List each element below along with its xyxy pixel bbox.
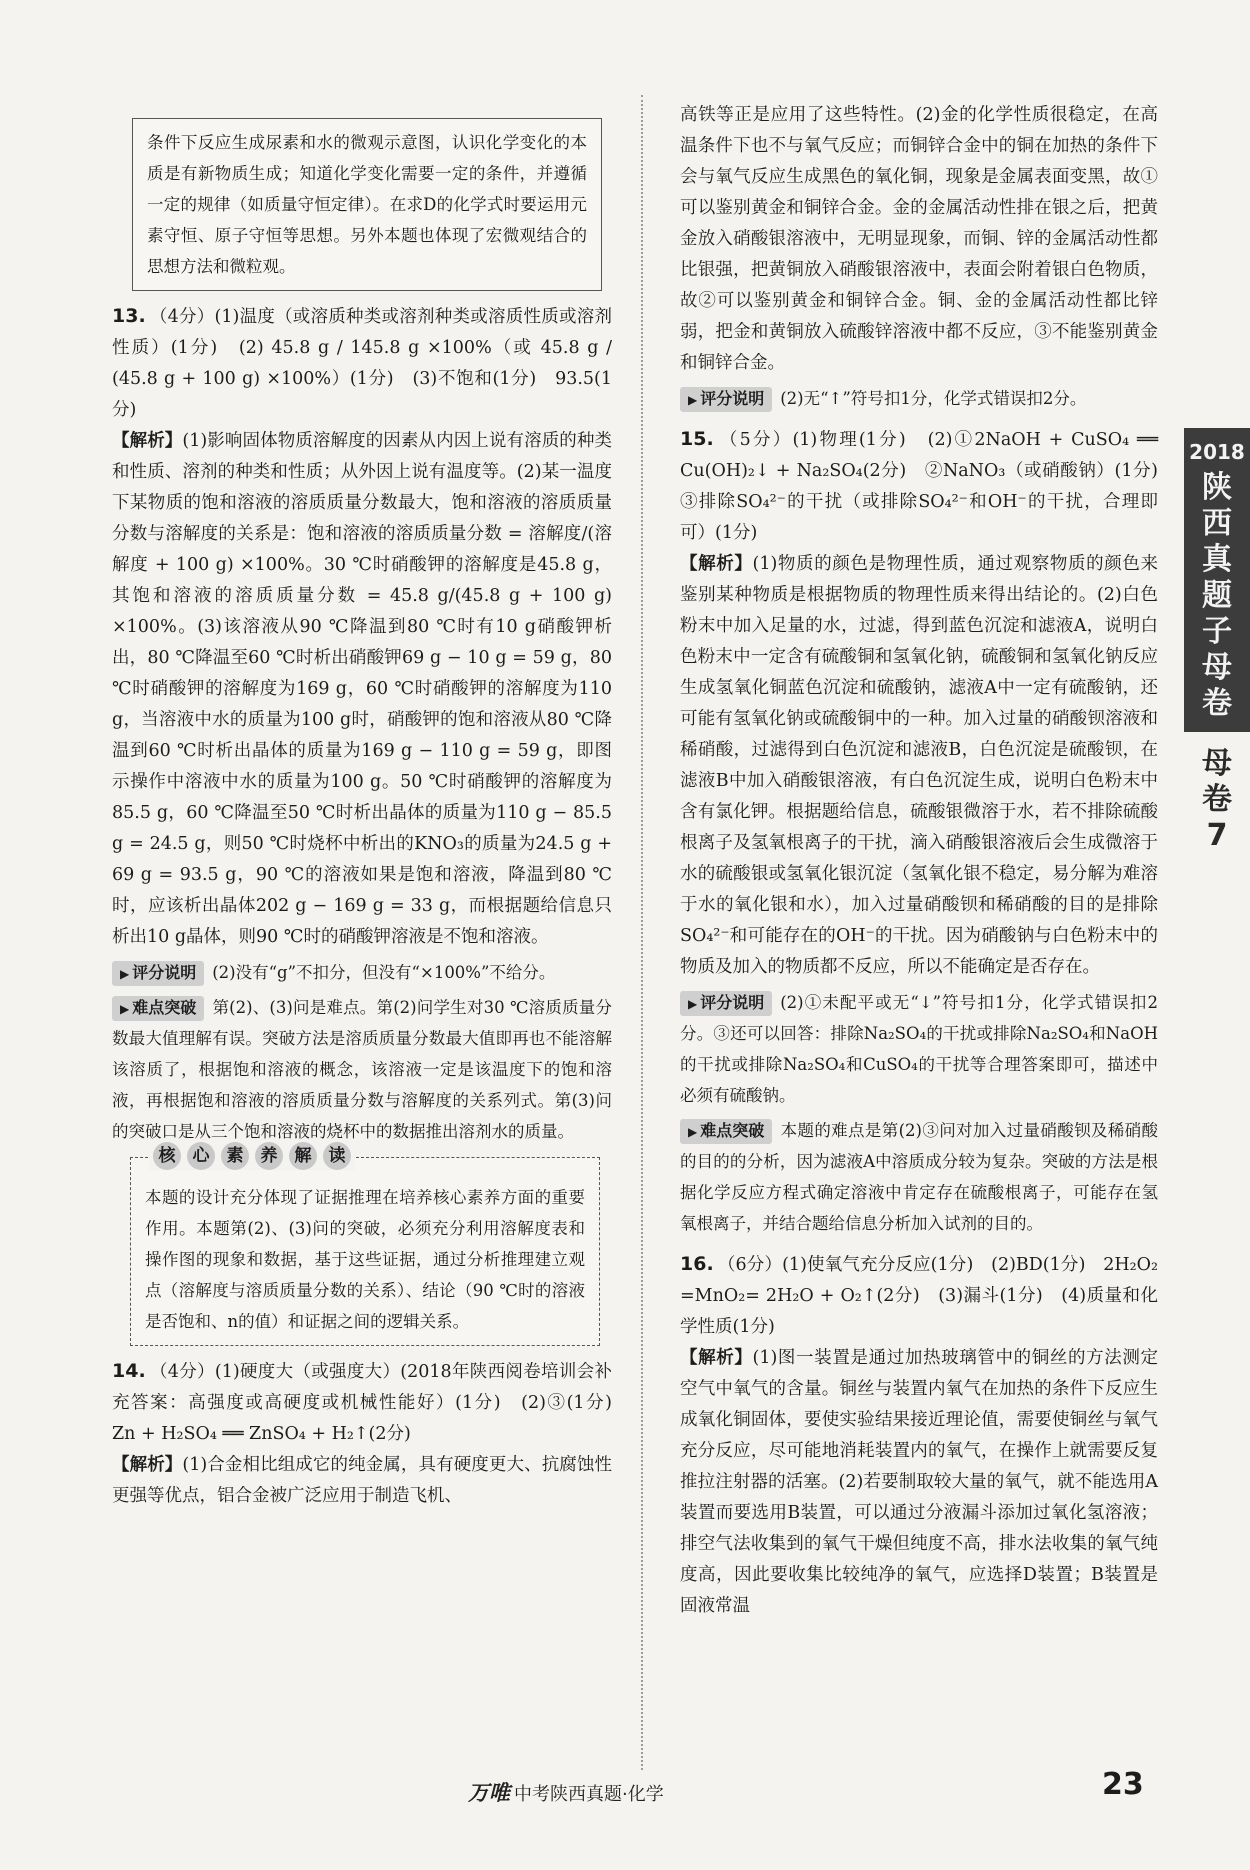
- question-16: [680, 1249, 1158, 1343]
- question-14-scoring-note: [680, 383, 1158, 414]
- intro-box: [132, 118, 602, 291]
- question-number: 15.: [680, 428, 714, 450]
- footer-brand: [468, 1777, 664, 1807]
- analysis-text: (1)图一装置是通过加热玻璃管中的铜丝的方法测定空气中氧气的含量。铜丝与装置内氧气在加热的条件下反应生成氧化铜固体，要使实验结果接近理论值，需要使铜丝与氧气充分反应，尽可能地消耗装置内的氧气，在操作上就需要反复推拉注射器的活塞。(2)若要制取较大量的氧气，就不能选用A装置而要选用B装置，可以通过分液漏斗添加过氧化氢溶液；排空气法收集到的氧气干燥但纯度不高，排水法收集的氧气纯度高，因此要收集比较纯净的氧气，应选择D装置；B装置是固液常温: [680, 1348, 1158, 1616]
- title-char: 解: [289, 1142, 317, 1170]
- analysis-label: 【解析】: [112, 431, 183, 451]
- right-column: [680, 100, 1176, 1622]
- intro-box-text: 条件下反应生成尿素和水的微观示意图，认识化学变化的本质是有新物质生成；知道化学变化需要一定的条件，并遵循一定的规律（如质量守恒定律）。在求D的化学式时要运用元素守恒、原子守恒等思想。另外本题也体现了宏微观结合的思想方法和微粒观。: [147, 133, 587, 276]
- question-number: 14.: [112, 1360, 146, 1382]
- left-column: [112, 100, 630, 1512]
- difficulty-tag: ▶ 难点突破: [680, 1119, 772, 1144]
- side-tab-year: 2018: [1189, 440, 1245, 464]
- analysis-text: (1)合金相比组成它的纯金属，具有硬度更大、抗腐蚀性更强等优点，铝合金被广泛应用于制造飞机、: [112, 1455, 612, 1506]
- page-footer: [0, 1767, 1250, 1815]
- side-tab-char: 卷: [1202, 686, 1232, 721]
- scoring-text: (2)没有“g”不扣分，但没有“×100%”不给分。: [212, 963, 556, 982]
- side-tab: [1184, 428, 1250, 732]
- side-sub-char: 7: [1206, 818, 1228, 853]
- analysis-label: 【解析】: [680, 554, 753, 574]
- side-tab-char: 西: [1202, 506, 1232, 541]
- scoring-tag: ▶ 评分说明: [680, 387, 772, 412]
- side-tab-char: 题: [1202, 578, 1232, 613]
- title-char: 素: [221, 1142, 249, 1170]
- side-tab-char: 陕: [1202, 470, 1232, 505]
- page-number: 23: [1102, 1767, 1144, 1802]
- question-number: 13.: [112, 305, 146, 327]
- side-subtitle: [1186, 746, 1248, 854]
- title-char: 读: [323, 1142, 351, 1170]
- question-14-analysis-continued: [680, 100, 1158, 379]
- question-answer: （5分）(1)物理(1分) (2)①2NaOH + CuSO₄ ══ Cu(OH)₂↓ + Na₂SO₄(2分) ②NaNO₃（或硝酸钠）(1分) ③排除SO₄²⁻的干扰（或排除SO₄²⁻和OH⁻的干扰，合理即可）(1分): [680, 430, 1176, 543]
- side-tab-char: 子: [1202, 614, 1232, 649]
- question-14-analysis: [112, 1450, 612, 1512]
- scoring-tag: ▶ 评分说明: [112, 961, 204, 986]
- difficulty-text: 第(2)、(3)问是难点。第(2)问学生对30 ℃溶质质量分数最大值理解有误。突破方法是溶质质量分数最大值即再也不能溶解该溶质了，根据饱和溶液的概念，该溶液一定是该温度下的饱和溶液，再根据饱和溶液的溶质质量分数与溶解度的关系列式。第(3)问的突破口是从三个饱和溶液的烧杯中的数据推出溶剂水的质量。: [112, 998, 612, 1141]
- core-literacy-title: [149, 1142, 355, 1170]
- scoring-text: (2)①未配平或无“↓”符号扣1分，化学式错误扣2分。③还可以回答：排除Na₂SO₄的干扰或排除Na₂SO₄和NaOH的干扰或排除Na₂SO₄和CuSO₄的干扰等合理答案即可，描述中必须有硫酸钠。: [680, 993, 1158, 1105]
- analysis-label: 【解析】: [112, 1455, 183, 1475]
- analysis-text: (1)物质的颜色是物理性质，通过观察物质的颜色来鉴别某种物质是根据物质的物理性质来得出结论的。(2)白色粉末中加入足量的水，过滤，得到蓝色沉淀和滤液A，说明白色粉末中一定含有硫酸铜和氢氧化钠，硫酸铜和氢氧化钠反应生成氢氧化铜蓝色沉淀和硫酸钠，滤液A中一定有硫酸钠，还可能有氢氧化钠或硫酸铜中的一种。加入过量的硝酸钡溶液和稀硝酸，过滤得到白色沉淀和滤液B，白色沉淀是硫酸钡，在滤液B中加入硝酸银溶液，有白色沉淀生成，说明白色粉末中含有氯化钾。根据题给信息，硫酸银微溶于水，若不排除硫酸根离子及氢氧根离子的干扰，滴入硝酸银溶液后会生成微溶于水的硫酸银或氢氧化银沉淀（氢氧化银不稳定，易分解为难溶于水的氧化银和水），加入过量硝酸钡和稀硝酸的目的是排除SO₄²⁻和可能存在的OH⁻的干扰。因为硝酸钠与白色粉末中的物质及加入的物质都不反应，所以不能确定是否存在。: [680, 554, 1158, 977]
- scoring-tag: ▶ 评分说明: [680, 991, 772, 1016]
- side-sub-char: 母: [1202, 746, 1232, 781]
- question-number: 16.: [680, 1253, 714, 1275]
- question-15-scoring-note: [680, 987, 1158, 1111]
- title-char: 心: [187, 1142, 215, 1170]
- side-sub-char: 卷: [1202, 782, 1232, 817]
- difficulty-text: 本题的难点是第(2)③问对加入过量硝酸钡及稀硝酸的目的的分析，因为滤液A中溶质成分较为复杂。突破的方法是根据化学反应方程式确定溶液中肯定存在硫酸根离子，可能存在氢氧根离子，并结合题给信息分析加入试剂的目的。: [680, 1121, 1158, 1233]
- question-13: [112, 301, 612, 426]
- question-14: [112, 1356, 630, 1450]
- book-title: 中考陕西真题·化学: [514, 1784, 664, 1805]
- title-char: 核: [153, 1142, 181, 1170]
- analysis-text: (1)影响固体物质溶解度的因素从内因上说有溶质的种类和性质、溶剂的种类和性质；从外因上说有温度等。(2)某一温度下某物质的饱和溶液的溶质质量分数最大，饱和溶液的溶质质量分数与溶解度的关系是：饱和溶液的溶质质量分数 = 溶解度/(溶解度 + 100 g) ×100%。30 ℃时硝酸钾的溶解度是45.8 g，其饱和溶液的溶质质量分数 = 45.8 g/(45.8 g + 100 g) ×100%。(3)该溶液从90 ℃降温到80 ℃时有10 g硝酸钾析出，80 ℃降温至60 ℃时析出硝酸钾69 g − 10 g = 59 g，80 ℃时硝酸钾的溶解度为169 g，60 ℃时硝酸钾的溶解度为110 g，当溶液中水的质量为100 g时，硝酸钾的饱和溶液从80 ℃降温到60 ℃时析出晶体的质量为169 g − 110 g = 59 g，即图示操作中溶液中水的质量为100 g。50 ℃时硝酸钾的溶解度为85.5 g，60 ℃降温至50 ℃时析出晶体的质量为110 g − 85.5 g = 24.5 g，则50 ℃时烧杯中析出的KNO₃的质量为24.5 g + 69 g = 93.5 g，90 ℃的溶液如果是饱和溶液，降温到80 ℃时，应该析出晶体202 g − 169 g = 33 g，而根据题给信息只析出10 g晶体，则90 ℃时的硝酸钾溶液是不饱和溶液。: [112, 431, 612, 947]
- side-tab-char: 真: [1202, 542, 1232, 577]
- brand-logo: 万唯: [468, 1781, 510, 1805]
- analysis-label: 【解析】: [680, 1348, 753, 1368]
- question-15-analysis: [680, 549, 1158, 983]
- core-literacy-box: [130, 1146, 600, 1346]
- side-tab-title: [1184, 470, 1250, 722]
- question-answer: （6分）(1)使氧气充分反应(1分) (2)BD(1分) 2H₂O₂ =MnO₂= 2H₂O + O₂↑(2分) (3)漏斗(1分) (4)质量和化学性质(1分): [680, 1255, 1158, 1337]
- side-tab-char: 母: [1202, 650, 1232, 685]
- column-divider: [641, 95, 643, 1770]
- question-15: [680, 424, 1176, 549]
- core-literacy-text: 本题的设计充分体现了证据推理在培养核心素养方面的重要作用。本题第(2)、(3)问的突破，必须充分利用溶解度表和操作图的现象和数据，基于这些证据，通过分析推理建立观点（溶解度与溶质质量分数的关系）、结论（90 ℃时的溶液是否饱和、n的值）和证据之间的逻辑关系。: [145, 1188, 585, 1331]
- question-answer: （4分）(1)硬度大（或强度大）(2018年陕西阅卷培训会补充答案：高强度或高硬度或机械性能好）(1分) (2)③(1分) Zn + H₂SO₄ ══ ZnSO₄ + H₂↑(2分): [112, 1362, 630, 1444]
- title-char: 养: [255, 1142, 283, 1170]
- question-answer: （4分）(1)温度（或溶质种类或溶剂种类或溶质性质或溶剂性质）(1分) (2) 45.8 g / 145.8 g ×100%（或 45.8 g / (45.8 g + 100 g) ×100%）(1分) (3)不饱和(1分) 93.5(1分): [112, 307, 612, 420]
- question-16-analysis: [680, 1343, 1158, 1622]
- question-13-scoring-note: [112, 957, 612, 988]
- question-15-difficulty-note: [680, 1115, 1158, 1239]
- scoring-text: (2)无“↑”符号扣1分，化学式错误扣2分。: [780, 389, 1087, 408]
- difficulty-tag: ▶ 难点突破: [112, 996, 204, 1021]
- question-13-analysis: [112, 426, 612, 953]
- analysis-text: 高铁等正是应用了这些特性。(2)金的化学性质很稳定，在高温条件下也不与氧气反应；而铜锌合金中的铜在加热的条件下会与氧气反应生成黑色的氧化铜，现象是金属表面变黑，故①可以鉴别黄金和铜锌合金。金的金属活动性排在银之后，把黄金放入硝酸银溶液中，无明显现象，而铜、锌的金属活动性都比银强，把黄铜放入硝酸银溶液中，表面会附着银白色物质，故②可以鉴别黄金和铜锌合金。铜、金的金属活动性都比锌弱，把金和黄铜放入硫酸锌溶液中都不反应，③不能鉴别黄金和铜锌合金。: [680, 105, 1158, 373]
- question-13-difficulty-note: [112, 992, 612, 1147]
